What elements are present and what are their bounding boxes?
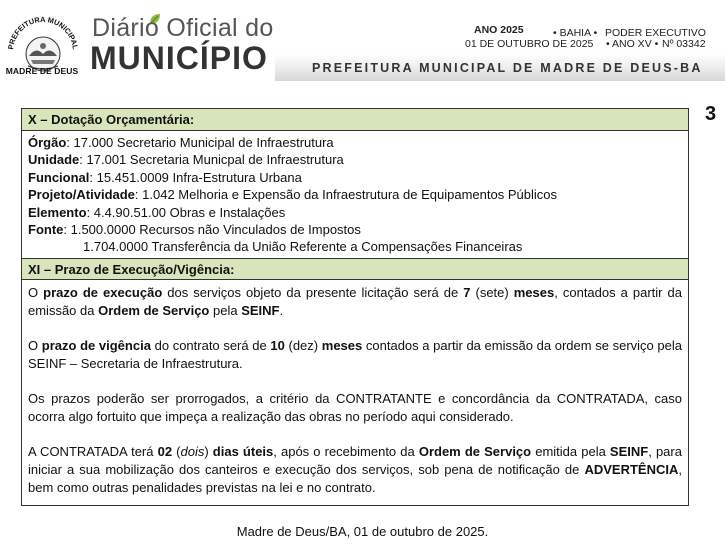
bold-run: dias úteis — [212, 443, 274, 459]
text-run: . — [279, 302, 284, 318]
prazo-heading: XI – Prazo de Execução/Vigência: — [22, 258, 688, 280]
text-run: pela — [209, 302, 242, 318]
edition-power: PODER EXECUTIVO — [605, 27, 706, 39]
text-run: A CONTRATADA terá — [28, 443, 158, 459]
text-run: O — [28, 284, 44, 300]
text-run: , contados a partir da emissão da — [28, 284, 682, 318]
text-run: ) — [204, 443, 213, 459]
bold-run: Ordem de Serviço — [98, 302, 210, 318]
projeto-value: : 1.042 Melhoria e Expensão da Infraestrutura de Equipamentos Públicos — [134, 187, 557, 203]
place-date-footer: Madre de Deus/BA, 01 de outubro de 2025. — [236, 524, 489, 539]
state-label: BAHIA — [559, 27, 591, 39]
bold-run: 02 — [157, 443, 173, 459]
text-run: , após o recebimento da — [273, 443, 419, 459]
orgao-value: : 17.000 Secretario Municipal de Infraestrutura — [66, 135, 334, 150]
prazo-body — [22, 280, 688, 505]
prazo-execucao-paragraph — [28, 284, 682, 320]
italic-run: dois — [180, 443, 205, 459]
elemento-value: : 4.4.90.51.00 Obras e Instalações — [86, 204, 286, 220]
text-run: emitida pela — [531, 443, 610, 459]
prazo-vigencia-paragraph — [28, 337, 682, 373]
masthead-title: Diário Oficial do — [92, 14, 274, 42]
projeto-label: Projeto/Atividade — [28, 187, 135, 203]
unidade-value: : 17.001 Secretaria Municpal de Infraestrutura — [79, 152, 344, 168]
dotacao-heading: X – Dotação Orçamentária: — [22, 109, 688, 131]
text-run: (sete) — [470, 284, 514, 300]
seal-bottom-text: MADRE DE DEUS — [5, 66, 79, 76]
bold-run: prazo de execução — [43, 284, 163, 300]
unidade-label: Unidade — [28, 152, 80, 168]
prorrogacao-paragraph: Os prazos poderão ser prorrogados, a critério da CONTRATANTE e concordância da CONTRATADA, caso ocorra algo fortuito que impeça a realização das obras no período aqui considerado. — [28, 390, 682, 424]
mobilizacao-paragraph — [28, 443, 682, 497]
bold-run: meses — [513, 284, 555, 300]
seal-top-text: PREFEITURA MUNICIPAL — [6, 14, 80, 51]
funcional-value: : 15.451.0009 Infra-Estrutura Urbana — [89, 169, 302, 185]
edition-number: Nº 03342 — [662, 38, 706, 50]
bold-run: ADVERTÊNCIA — [584, 461, 679, 477]
text-run: O — [28, 337, 42, 353]
bold-run: SEINF — [609, 443, 649, 459]
elemento-label: Elemento — [28, 204, 87, 220]
funcional-label: Funcional — [28, 169, 90, 185]
edition-date: 01 DE OUTUBRO DE 2025 — [465, 38, 594, 50]
bold-run: 7 — [463, 284, 471, 300]
bold-run: prazo de vigência — [41, 337, 151, 353]
unidade-line — [28, 151, 682, 168]
fonte-value: : 1.500.0000 Recursos não Vinculados de Impostos — [63, 222, 361, 238]
text-run: do contrato será de — [150, 337, 271, 353]
text-run: ( — [172, 443, 181, 459]
masthead-subtitle: MUNICÍPIO — [90, 40, 268, 76]
text-run: (dez) — [284, 337, 322, 353]
document-table — [21, 108, 689, 506]
edition-state: • BAHIA • — [553, 27, 598, 39]
funcional-line — [28, 169, 682, 186]
page-number: 3 — [705, 103, 717, 125]
bold-run: Ordem de Serviço — [418, 443, 532, 459]
edition-year: ANO 2025 — [474, 24, 524, 36]
text-run: , bem como outras penalidades previstas na lei e no contrato. — [28, 461, 682, 495]
orgao-label: Órgão — [28, 135, 67, 150]
volume-label: ANO XV — [612, 38, 652, 50]
bold-run: meses — [321, 337, 363, 353]
fonte-extra-line: 1.704.0000 Transferência da União Referente a Compensações Financeiras — [83, 239, 523, 255]
banner-text: PREFEITURA MUNICIPAL DE MADRE DE DEUS-BA — [312, 61, 703, 75]
edition-volume: • ANO XV • — [606, 38, 659, 50]
fonte-line — [28, 221, 682, 238]
projeto-line — [28, 186, 682, 203]
text-run: dos serviços objeto da presente licitação será de — [162, 284, 464, 300]
text-run: , para iniciar a sua mobilização dos canteiros e execução dos serviços, sob pena de notificação de — [28, 443, 682, 477]
fonte-label: Fonte — [28, 222, 64, 238]
bold-run: 10 — [270, 337, 285, 353]
orgao-line — [28, 134, 682, 151]
text-run: contados a partir da emissão da ordem se serviço pela SEINF – Secretaria de Infraestrutura. — [28, 337, 683, 371]
bold-run: SEINF — [241, 302, 280, 318]
elemento-line — [28, 204, 682, 221]
dotacao-body — [22, 131, 688, 258]
